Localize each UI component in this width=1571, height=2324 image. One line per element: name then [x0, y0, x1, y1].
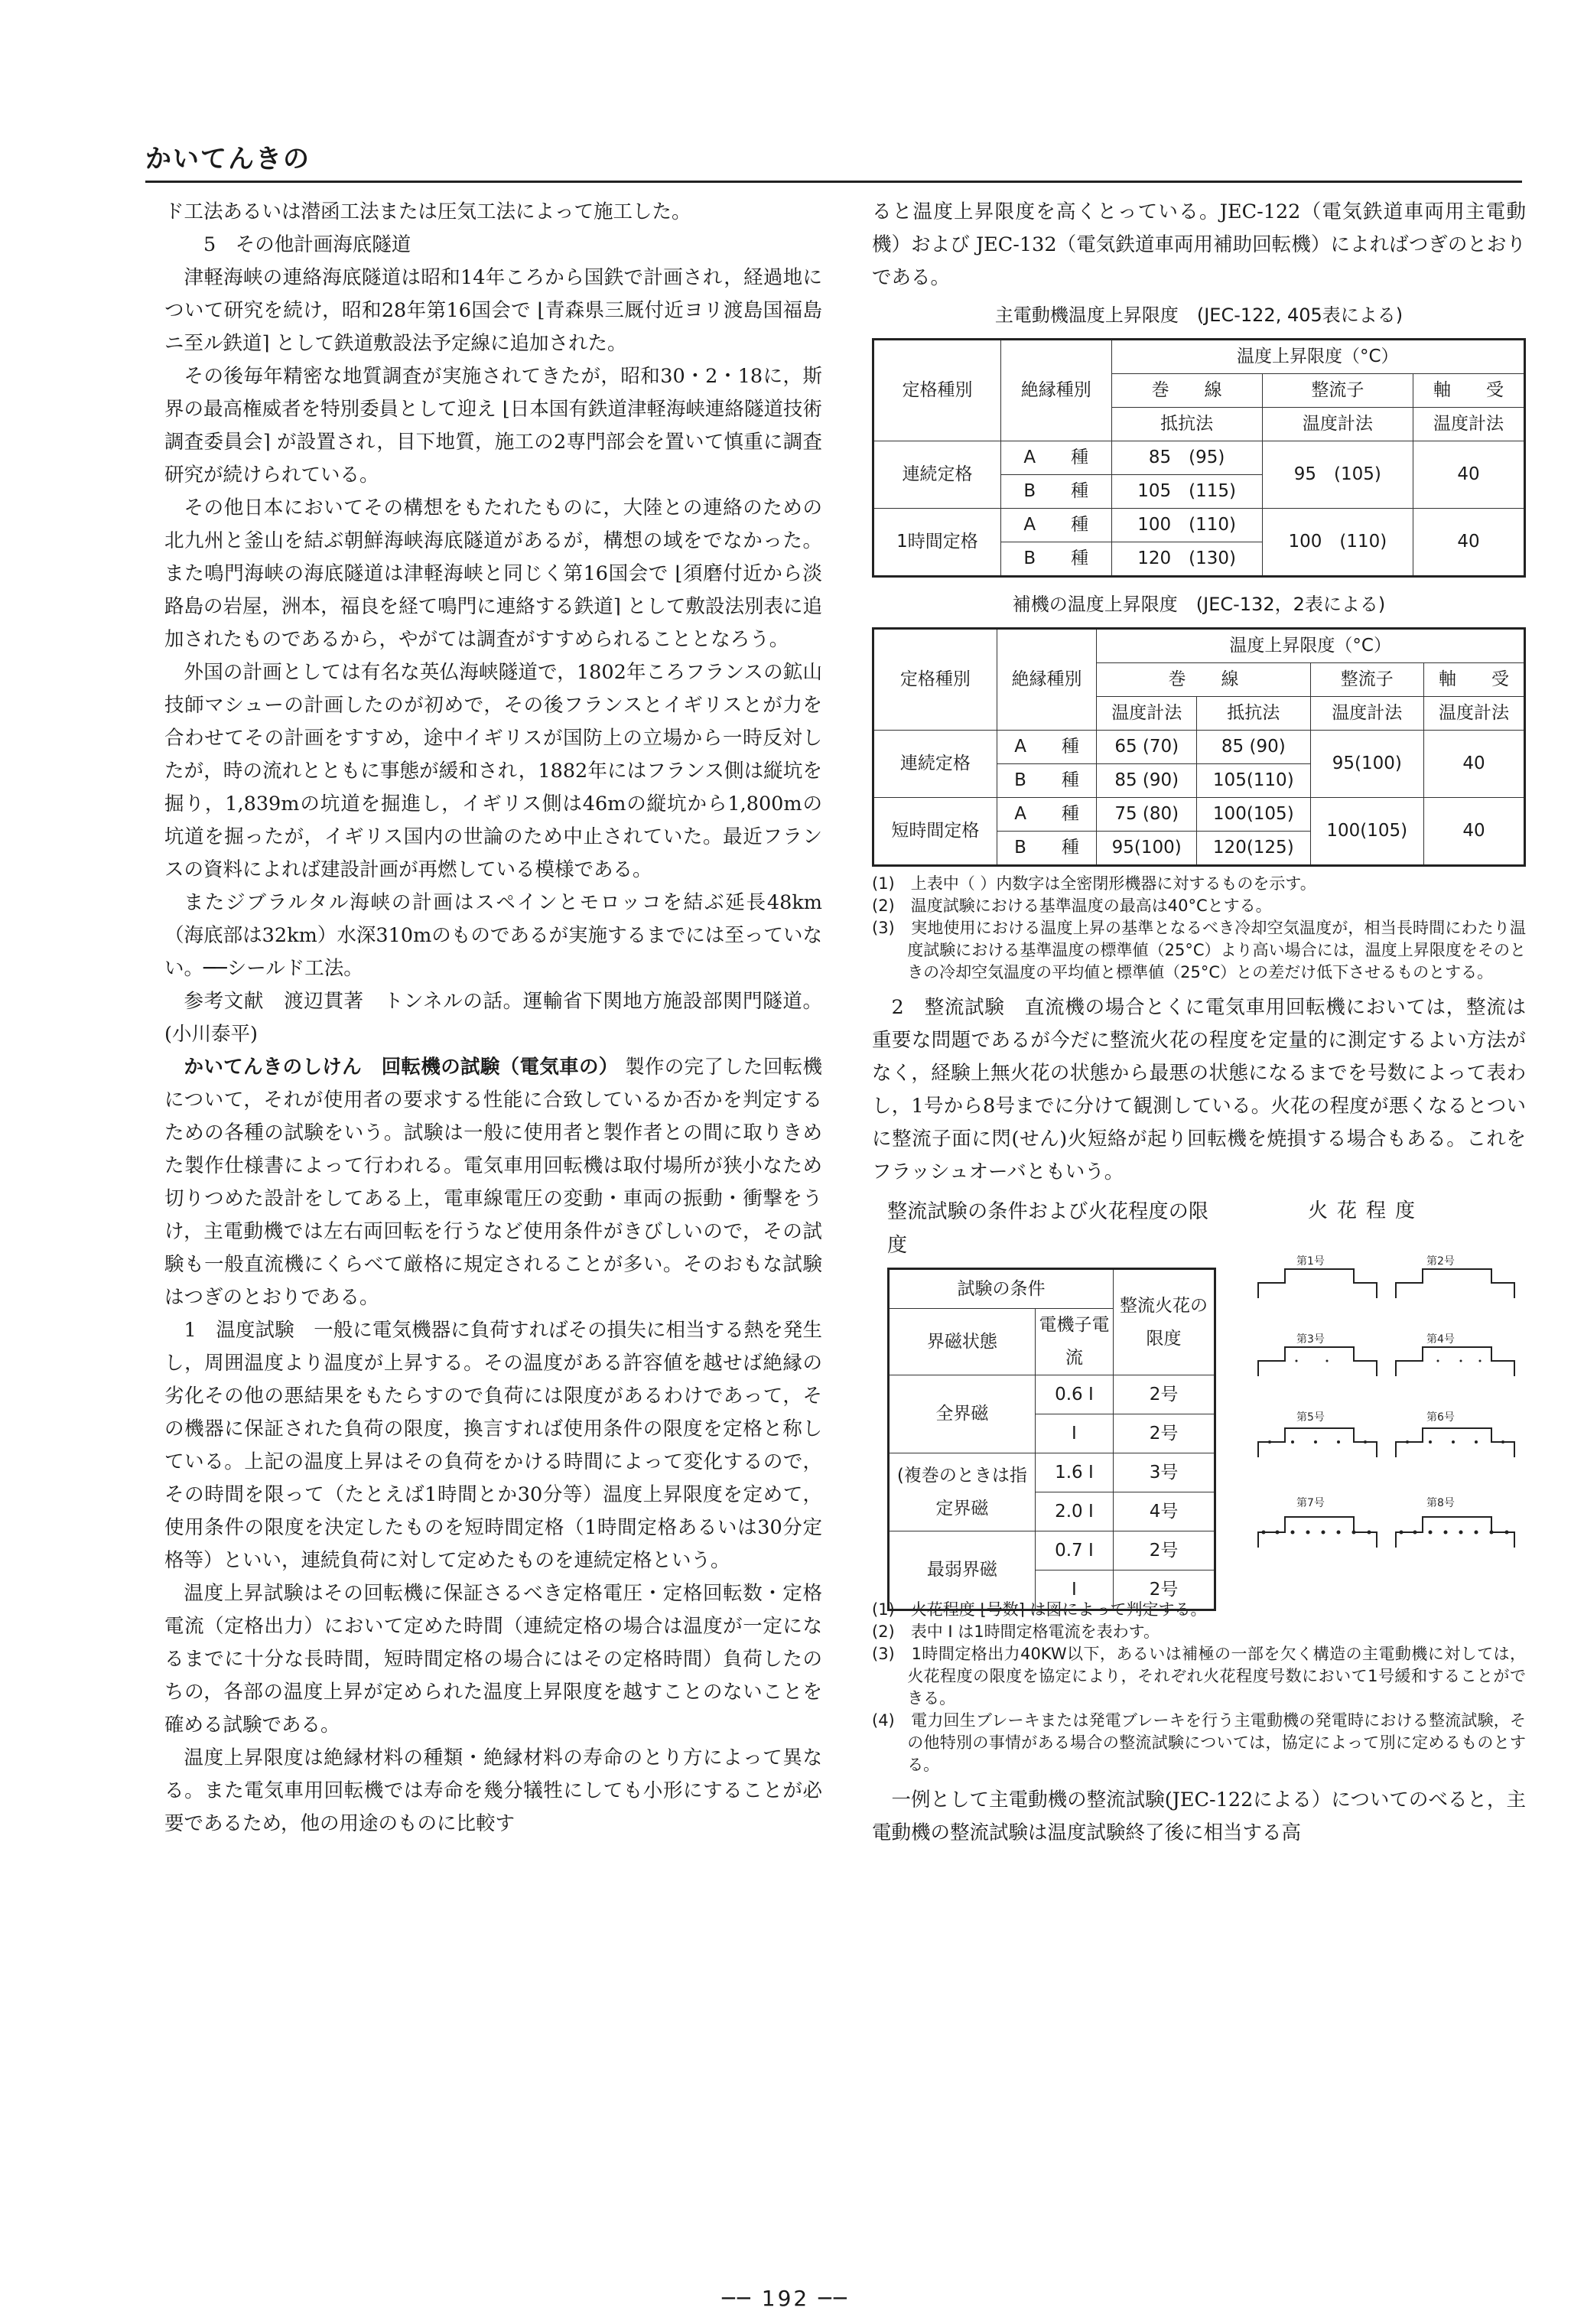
commutator-sketch	[1396, 1269, 1514, 1298]
table-cell: A 種	[997, 731, 1097, 764]
note: (1) 上表中（ ）内数字は全密閉形機器に対するものを示す。	[872, 874, 1316, 893]
spark-label: 第7号	[1296, 1497, 1325, 1509]
table-header: 巻 線	[1097, 663, 1310, 697]
spark-label: 第6号	[1426, 1411, 1455, 1424]
table-cell: 2号	[1114, 1570, 1215, 1610]
table-cell: 連続定格	[873, 731, 997, 798]
spark-label: 第8号	[1426, 1497, 1455, 1509]
table-cell: 4号	[1114, 1492, 1215, 1531]
table-notes	[872, 873, 1526, 984]
paragraph: またジブラルタル海峡の計画はスペインとモロッコを結ぶ延長48km（海底部は32km）水深310mのものであるが実施するまでには至っていない。──シールド工法。	[164, 891, 822, 980]
table-cell: 95 (105)	[1262, 441, 1413, 509]
paragraph: 津軽海峡の連絡海底隧道は昭和14年ころから国鉄で計画され，経過地について研究を続け，昭和28年第16国会で ⌊青森県三厩付近ヨリ渡島国福島ニ至ル鉄道⌉ として鉄道敷設法予定線に追加された。	[164, 266, 822, 355]
table-cell: 40	[1413, 441, 1524, 509]
references: 参考文献 渡辺貫著 トンネルの話。運輸省下関地方施設部関門隧道。(小川泰平)	[164, 990, 822, 1046]
table-cell: 100 (110)	[1111, 509, 1262, 542]
table-header: 絶縁種別	[997, 629, 1097, 731]
table-cell: 100(105)	[1310, 798, 1423, 866]
spark-label: 第1号	[1296, 1255, 1325, 1268]
header-rule	[145, 181, 1522, 183]
paragraph: 1 温度試験 一般に電気機器に負荷すればその損失に相当する熱を発生し，周囲温度より温度が上昇する。その温度がある許容値を越せば絶縁の劣化その他の悪結果をもたらすので負荷には限度があるわけであって，その機器に保証された負荷の限度，換言すれば使用条件の限度を定格と称している。上記の温度上昇はその負荷をかける時間によって変化するので，その時間を限って（たとえば1時間とか30分等）温度上昇限度を定めて，使用条件の限度を決定したものを短時間定格（1時間定格あるいは30分定格等）といい，連続負荷に対して定めたものを連続定格という。	[164, 1319, 822, 1572]
table-cell: 95(100)	[1097, 832, 1197, 866]
table-cell: 75 (80)	[1097, 798, 1197, 832]
spark-table-caption: 整流試験の条件および火花程度の限度	[887, 1200, 1208, 1257]
table-header: 定格種別	[873, 629, 997, 731]
table-header: 温度計法	[1097, 697, 1197, 731]
commutator-sketch	[1396, 1347, 1514, 1376]
entry	[164, 1051, 822, 1314]
commutator-sketch	[1396, 1428, 1514, 1457]
table-cell: (複巻のときは指定界磁	[889, 1453, 1036, 1531]
table-caption: 補機の温度上昇限度 (JEC-132，2表による)	[1012, 594, 1386, 615]
table-cell: 120(125)	[1197, 832, 1310, 866]
spark-figure-block	[872, 1195, 1526, 1600]
auxiliary-temperature-table	[872, 627, 1526, 867]
spark-degree-figure	[1254, 1252, 1522, 1581]
page-number: ── 192 ──	[722, 2286, 849, 2311]
table-header: 巻 線	[1111, 374, 1262, 408]
table-cell: B 種	[1000, 475, 1111, 509]
table-cell: 2号	[1114, 1414, 1215, 1453]
table-cell: 最弱界磁	[889, 1531, 1036, 1610]
table-cell: 3号	[1114, 1453, 1215, 1492]
entry-text: 製作の完了した回転機について，それが使用者の要求する性能に合致しているか否かを判定するための各種の試験をいう。試験は一般に使用者と製作者との間に取りきめた製作仕様書によって行われる。電気車用回転機は取付場所が狭小なため切りつめた設計をしてある上，電車線電圧の変動・車両の振動・衝撃をうけ，主電動機では左右両回転を行うなど使用条件がきびしいので，その試験も一般直流機にくらべて厳格に規定されることが多い。そのおもな試験はつぎのとおりである。	[164, 1056, 822, 1309]
section-heading: 5 その他計画海底隧道	[203, 233, 411, 256]
table-cell: 2号	[1114, 1375, 1215, 1414]
spark-limit-table	[887, 1268, 1216, 1611]
note: (2) 表中 I は1時間定格電流を表わす。	[872, 1623, 1160, 1641]
table-cell: 0.7 I	[1035, 1531, 1113, 1570]
commutator-sketch	[1258, 1347, 1377, 1376]
table-cell: 120 (130)	[1111, 542, 1262, 577]
table-header: 温度上昇限度（°C）	[1111, 340, 1524, 374]
table-header: 抵抗法	[1197, 697, 1310, 731]
table-header: 温度計法	[1310, 697, 1423, 731]
table-cell: 短時間定格	[873, 798, 997, 866]
table-cell: 85 (90)	[1097, 764, 1197, 798]
table-header: 温度計法	[1262, 408, 1413, 441]
table-cell: 85 (90)	[1197, 731, 1310, 764]
table-cell: 95(100)	[1310, 731, 1423, 798]
table-header: 試験の条件	[889, 1269, 1114, 1309]
paragraph: 外国の計画としては有名な英仏海峡隧道で，1802年ころフランスの鉱山技師マシューの計画したのが初めで，その後フランスとイギリスとが力を合わせてその計画をすすめ，途中イギリスが国防上の立場から一時反対したが，時の流れとともに事態が緩和され，1882年にはフランス側は縦坑を掘り，1,839mの坑道を掘進し，イギリス側は46mの縦坑から1,800mの坑道を掘ったが，イギリス国内の世論のため中止されていた。最近フランスの資料によれば建設計画が再燃している模様である。	[164, 661, 822, 881]
paragraph: その他日本においてその構想をもたれたものに，大陸との連絡のための北九州と釜山を結ぶ朝鮮海峡海底隧道があるが，構想の域をでなかった。また鳴門海峡の海底隧道は津軽海峡と同じく第16国会で ⌊須磨付近から淡路島の岩屋，洲本，福良を経て鳴門に連絡する鉄道⌉ として敷設法別表に追加されたものであるから，やがては調査がすすめられることとなろう。	[164, 496, 822, 651]
paragraph: ド工法あるいは潜函工法または圧気工法によって施工した。	[164, 200, 691, 223]
table-header: 界磁状態	[889, 1309, 1036, 1375]
table-header: 温度上昇限度（°C）	[1097, 629, 1525, 663]
table-cell: 1時間定格	[873, 509, 1001, 577]
spark-label: 第3号	[1296, 1333, 1325, 1346]
note: (3) 1時間定格出力40KW以下，あるいは補極の一部を欠く構造の主電動機に対しては，火花程度の限度を協定により，それぞれ火花程度号数において1号緩和することができる。	[872, 1645, 1526, 1707]
spark-label: 第2号	[1426, 1255, 1455, 1268]
table-cell: 105(110)	[1197, 764, 1310, 798]
running-header: かいてんきの	[145, 144, 311, 174]
table-cell: I	[1035, 1570, 1113, 1610]
paragraph: その後毎年精密な地質調査が実施されてきたが，昭和30・2・18に，斯界の最高権威者を特別委員として迎え ⌊日本国有鉄道津軽海峡連絡隧道技術調査委員会⌉ が設置され，目下地質，施工の2専門部会を置いて慎重に調査研究が続けられている。	[164, 365, 822, 487]
table-header: 温度計法	[1413, 408, 1524, 441]
table-cell: B 種	[997, 832, 1097, 866]
table-cell: 2.0 I	[1035, 1492, 1113, 1531]
table-header: 整流子	[1262, 374, 1413, 408]
paragraph: ると温度上昇限度を高くとっている。JEC-122（電気鉄道車両用主電動機）および JEC-132（電気鉄道車両用補助回転機）によればつぎのとおりである。	[872, 200, 1526, 289]
spark-figure-title: 火花程度	[1308, 1199, 1425, 1222]
table-header: 軸 受	[1424, 663, 1525, 697]
note: (1) 火花程度 ⌊号数⌉ は図によって判定する。	[872, 1600, 1207, 1619]
table-cell: 2号	[1114, 1531, 1215, 1570]
table-cell: 1.6 I	[1035, 1453, 1113, 1492]
paragraph: 温度上昇限度は絶縁材料の種類・絶縁材料の寿命のとり方によって異なる。また電気車用回転機では寿命を幾分犠牲にしても小形にすることが必要であるため，他の用途のものに比較す	[164, 1746, 822, 1835]
note: (2) 温度試験における基準温度の最高は40°Cとする。	[872, 897, 1272, 915]
table-cell: 105 (115)	[1111, 475, 1262, 509]
table-cell: I	[1035, 1414, 1113, 1453]
right-column	[872, 196, 1526, 1850]
table-header: 絶縁種別	[1000, 340, 1111, 441]
table-cell: B 種	[997, 764, 1097, 798]
table-cell: 40	[1424, 798, 1525, 866]
table-header: 整流火花の限度	[1114, 1269, 1215, 1375]
paragraph: 温度上昇試験はその回転機に保証さるべき定格電圧・定格回転数・定格電流（定格出力）において定めた時間（連続定格の場合は温度が一定になるまでに十分な長時間，短時間定格の場合にはその定格時間）負荷したのちの，各部の温度上昇が定められた温度上昇限度を越すことのないことを確める試験である。	[164, 1582, 822, 1736]
table-cell: 65 (70)	[1097, 731, 1197, 764]
table-cell: A 種	[1000, 509, 1111, 542]
paragraph: 一例として主電動機の整流試験(JEC-122による）についてのべると，主電動機の整流試験は温度試験終了後に相当する高	[872, 1789, 1526, 1844]
table-header: 抵抗法	[1111, 408, 1262, 441]
table-header: 定格種別	[873, 340, 1001, 441]
note: (3) 実地使用における温度上昇の基準となるべき冷却空気温度が，相当長時間にわたり温度試験における基準温度の標準値（25°C）より高い場合には，温度上昇限度をそのときの冷却空気温度の平均値と標準値（25°C）との差だけ低下させるものとする。	[872, 919, 1526, 981]
table-cell: 連続定格	[873, 441, 1001, 509]
entry-term: かいてんきのしけん 回転機の試験（電気車の）	[184, 1056, 619, 1079]
commutator-sketch	[1258, 1428, 1377, 1457]
table-header: 温度計法	[1424, 697, 1525, 731]
table-cell: B 種	[1000, 542, 1111, 577]
spark-label: 第5号	[1296, 1411, 1325, 1424]
table-cell: A 種	[1000, 441, 1111, 475]
table-cell: 85 (95)	[1111, 441, 1262, 475]
spark-notes	[872, 1599, 1526, 1776]
table-header: 軸 受	[1413, 374, 1524, 408]
table-header: 整流子	[1310, 663, 1423, 697]
page-number-value: 192	[761, 2286, 810, 2311]
note: (4) 電力回生ブレーキまたは発電ブレーキを行う主電動機の発電時における整流試験，その他特別の事情がある場合の整流試験については，協定によって別に定めるものとする。	[872, 1711, 1526, 1774]
left-column	[164, 196, 822, 1841]
paragraph: 2 整流試験 直流機の場合とくに電気車用回転機においては，整流は重要な問題であるが今だに整流火花の程度を定量的に測定するよい方法がなく，経験上無火花の状態から最悪の状態になるまでを号数によって表わし，1号から8号までに分けて観測している。火花の程度が悪くなるとついに整流子面に閃(せん)火短絡が起り回転機を焼損する場合もある。これをフラッシュオーバともいう。	[872, 996, 1526, 1183]
table-cell: 100 (110)	[1262, 509, 1413, 577]
table-cell: 100(105)	[1197, 798, 1310, 832]
motor-temperature-table	[872, 338, 1526, 578]
table-header: 電機子電流	[1035, 1309, 1113, 1375]
commutator-sketch	[1258, 1269, 1377, 1298]
table-cell: 40	[1424, 731, 1525, 798]
spark-label: 第4号	[1426, 1333, 1455, 1346]
table-cell: A 種	[997, 798, 1097, 832]
table-cell: 全界磁	[889, 1375, 1036, 1453]
table-cell: 0.6 I	[1035, 1375, 1113, 1414]
table-cell: 40	[1413, 509, 1524, 577]
table-caption: 主電動機温度上昇限度 (JEC-122, 405表による)	[994, 304, 1403, 326]
